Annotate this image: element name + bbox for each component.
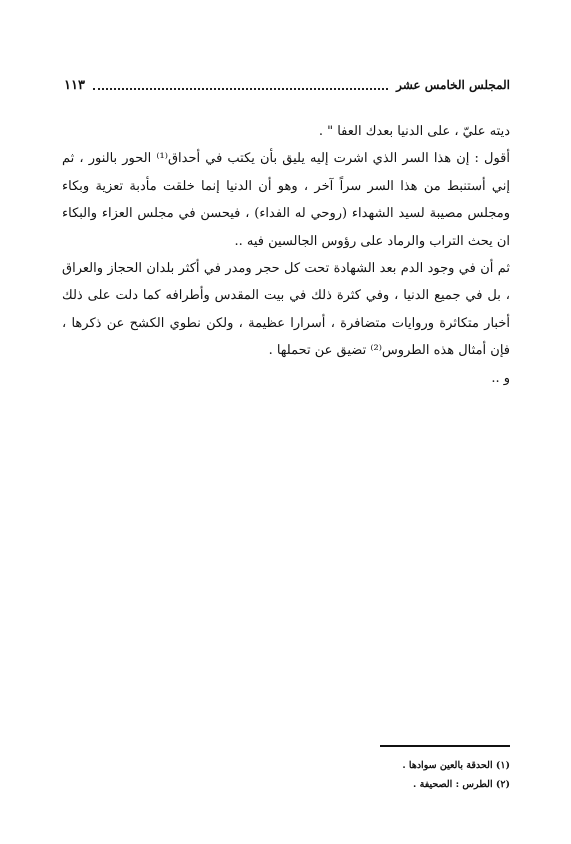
page-number: ١١٣ xyxy=(64,77,85,93)
paragraph: ثم أن في وجود الدم بعد الشهادة تحت كل حجر ومدر في أكثر بلدان الحجاز والعراق ، بل في جميع الدنيا ، وفي كثرة ذلك في بيت المقدس وأطرافه كما دلت على ذلك أخبار متكاثرة وروايات متضافرة ، أسرارا عظيمة ، ولكن نطوي الكشح عن ذكرها ، فإن أمثال هذه الطروس⁽²⁾ تضيق عن تحملها . xyxy=(62,261,510,359)
paragraph: و .. xyxy=(491,370,510,386)
footnote-separator xyxy=(380,745,510,747)
footnote: (٢) الطرس : الصحيفة . xyxy=(413,779,510,790)
footnote: (١) الحدقة بالعين سوادها . xyxy=(402,760,510,771)
body-text xyxy=(62,118,510,392)
paragraph: أقول : إن هذا السر الذي اشرت إليه يليق بأن يكتب في أحداق⁽¹⁾ الحور بالنور ، ثم إني أستنبط من هذا السر سراً آخر ، وهو أن الدنيا إنما خلقت مأدبة تعزية وبكاء ومجلس مصيبة لسيد الشهداء (روحي له الفداء) ، فيحسن في مجلس العزاء والبكاء ان يحث التراب والرماد على رؤوس الجالسين فيه .. xyxy=(62,151,510,249)
footnotes xyxy=(300,756,510,794)
chapter-title: المجلس الخامس عشر xyxy=(396,78,510,92)
running-header xyxy=(64,74,510,96)
paragraph: ديته عليّ ، على الدنيا بعدك العفا " . xyxy=(318,124,510,139)
header-dot-leader xyxy=(93,80,388,90)
